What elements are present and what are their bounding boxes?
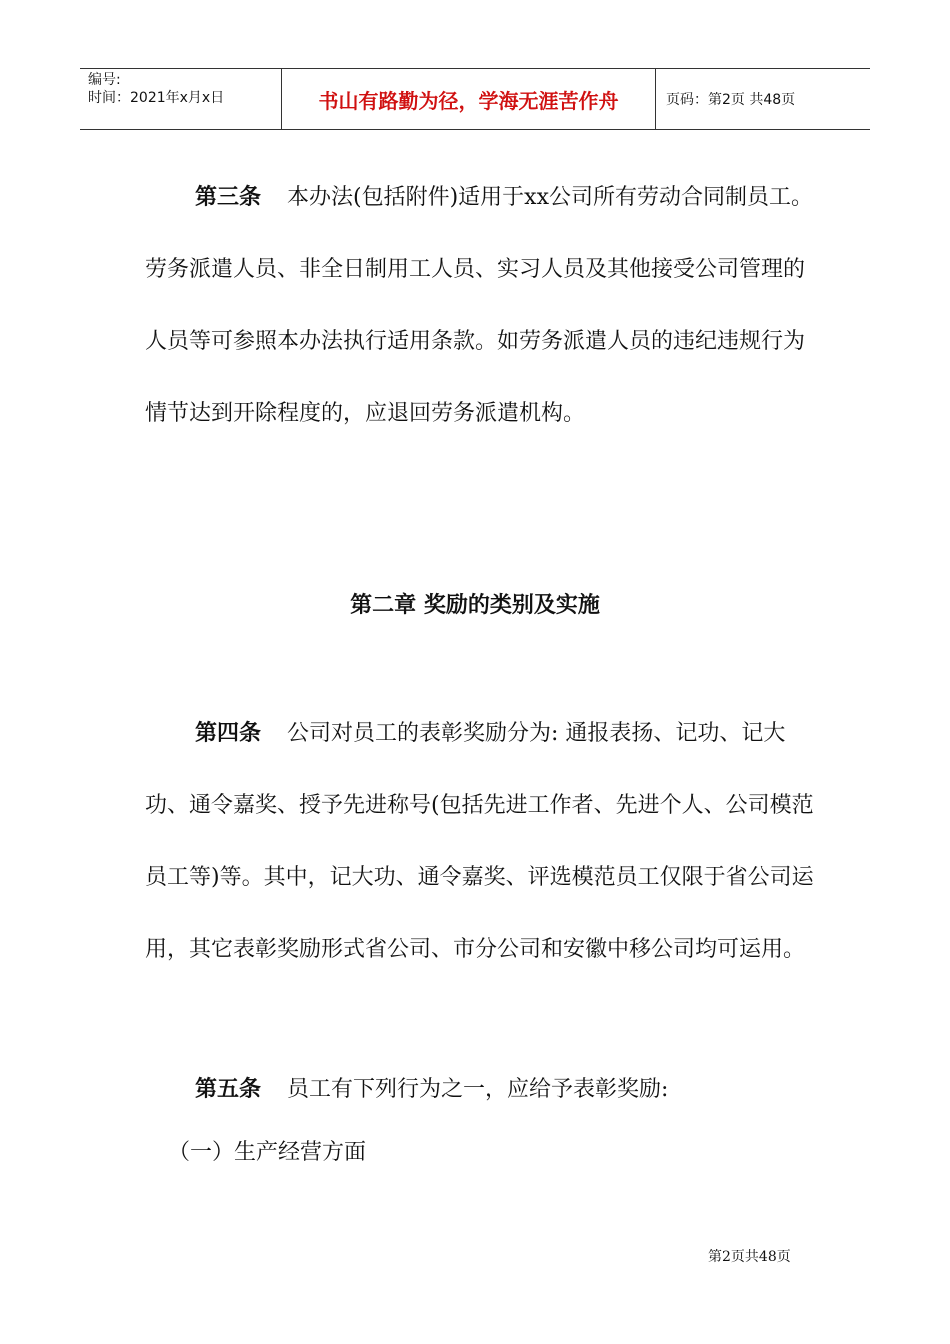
article-4-paragraph: [145, 698, 825, 986]
document-number-label: 编号:: [88, 72, 121, 88]
subsection-1-heading: （一）生产经营方面: [168, 1140, 367, 1165]
article-3-label: 第三条: [195, 185, 262, 210]
header-page-number: 页码：第2页 共48页: [666, 92, 796, 108]
article-5-text: 员工有下列行为之一，应给予表彰奖励:: [287, 1077, 669, 1102]
article-3-text: 本办法(包括附件)适用于xx公司所有劳动合同制员工。劳务派遣人员、非全日制用工人员、实习人员及其他接受公司管理的人员等可参照本办法执行适用条款。如劳务派遣人员的违纪违规行为情节达到开除程度的，应退回劳务派遣机构。: [145, 185, 813, 426]
article-5-paragraph: [145, 1070, 825, 1110]
article-3-paragraph: [145, 162, 825, 450]
document-time-label: 时间：2021年x月x日: [88, 90, 225, 106]
article-4-text: 公司对员工的表彰奖励分为: 通报表扬、记功、记大功、通令嘉奖、授予先进称号(包括先进工作者、先进个人、公司模范员工等)等。其中，记大功、通令嘉奖、评选模范员工仅限于省公司运用，其它表彰奖励形式省公司、市分公司和安徽中移公司均可运用。: [145, 721, 814, 962]
header-meta-cell: [80, 69, 282, 129]
header-motto: 书山有路勤为径，学海无涯苦作舟: [282, 69, 656, 129]
article-5-label: 第五条: [195, 1077, 262, 1102]
article-4-label: 第四条: [195, 721, 262, 746]
header-table: [80, 68, 870, 130]
chapter-2-heading: 第二章 奖励的类别及实施: [350, 593, 600, 618]
footer-page-number: 第2页共48页: [708, 1249, 791, 1265]
